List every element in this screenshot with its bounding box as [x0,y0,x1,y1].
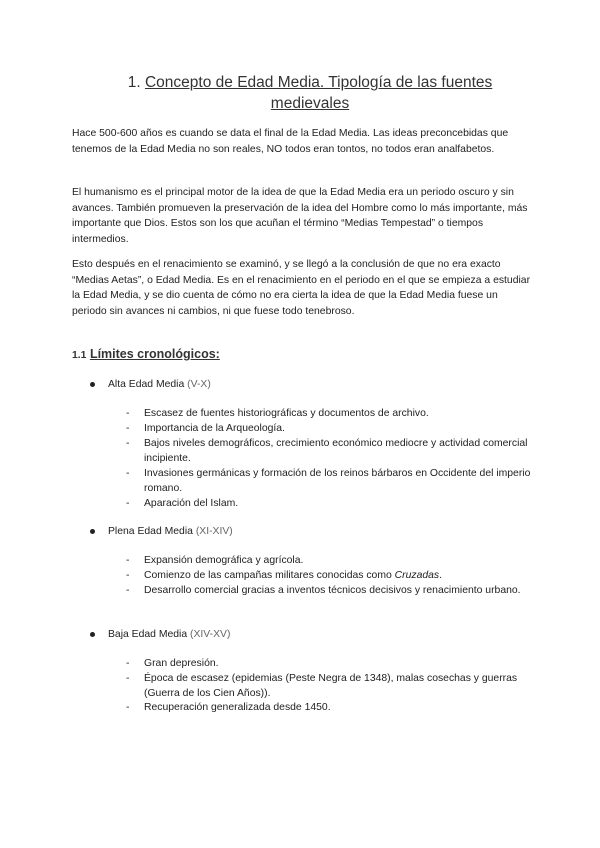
list-item-text: Expansión demográfica y agrícola. [144,555,304,566]
period-label [108,524,233,539]
dash-marker: - [126,408,130,419]
list-item-text-main: Comienzo de las campañas militares conocidas como [144,570,392,581]
paragraph-2: El humanismo es el principal motor de la idea de que la Edad Media era un periodo oscuro y sin avances. También promueven la preservación de la idea del Hombre como lo más importante, más importante que Dios. Estos son los que acuñan el término “Medias Tempestad” o tiempos intermedios. [72,187,528,245]
dash-marker: - [126,555,130,566]
list-item-text: Invasiones germánicas y formación de los reinos bárbaros en Occidente del imperio romano. [144,468,531,495]
period-name: Plena Edad Media [108,526,193,537]
italic-term-suffix: . [439,570,443,581]
dash-marker: - [126,658,130,669]
period-name: Alta Edad Media [108,379,185,390]
list-item-text: Importancia de la Arqueología. [144,423,285,434]
title-number: 1. [127,74,141,91]
period-label [108,627,230,642]
section-title: Límites cronológicos: [89,347,220,361]
list-item-text: Época de escasez (epidemias (Peste Negra de 1348), malas cosechas y guerras (Guerra de los Cien Años)). [144,673,518,700]
section-number: 1.1 [72,350,87,361]
list-item-text: Escasez de fuentes historiográficas y documentos de archivo. [144,408,429,419]
list-item-text: Aparación del Islam. [144,498,239,509]
dash-marker: - [126,438,130,449]
period-label [108,377,211,392]
title-text: Concepto de Edad Media. Tipología de las fuentes medievales [144,74,493,112]
bullet-dot-icon [90,382,95,387]
list-item-text: Recuperación generalizada desde 1450. [144,702,331,713]
dash-marker: - [126,702,130,713]
bullet-dot-icon [90,529,95,534]
bullet-dot-icon [90,632,95,637]
page-title [100,72,520,114]
list-item-text: Gran depresión. [144,658,219,669]
paragraph-3: Esto después en el renacimiento se examinó, y se llegó a la conclusión de que no era exacto “Medias Aetas”, o Edad Media. Es en el renacimiento en el periodo en el que se empieza a estudiar la Edad Media, y se dio cuenta de cómo no era cierta la idea de que la Edad Media fuese un periodo sin avances ni cambios, ni que fuese todo tenebroso. [72,259,531,317]
period-range: (XI-XIV) [195,526,233,537]
italic-term: Cruzadas [394,570,440,581]
period-name: Baja Edad Media [108,629,188,640]
section-heading [72,346,220,364]
dash-marker: - [126,498,130,509]
dash-marker: - [126,585,130,596]
period-range: (XIV-XV) [190,629,231,640]
list-item-text: Desarrollo comercial gracias a inventos técnicos decisivos y renacimiento urbano. [144,585,521,596]
dash-marker: - [126,468,130,479]
list-item-text: Bajos niveles demográficos, crecimiento económico mediocre y actividad comercial incipiente. [144,438,528,465]
dash-marker: - [126,570,130,581]
list-item-text [144,568,534,583]
period-range: (V-X) [187,379,211,390]
dash-marker: - [126,423,130,434]
dash-marker: - [126,673,130,684]
paragraph-1: Hace 500-600 años es cuando se data el final de la Edad Media. Las ideas preconcebidas que tenemos de la Edad Media no son reales, NO todos eran tontos, no todos eran analfabetos. [72,128,509,155]
